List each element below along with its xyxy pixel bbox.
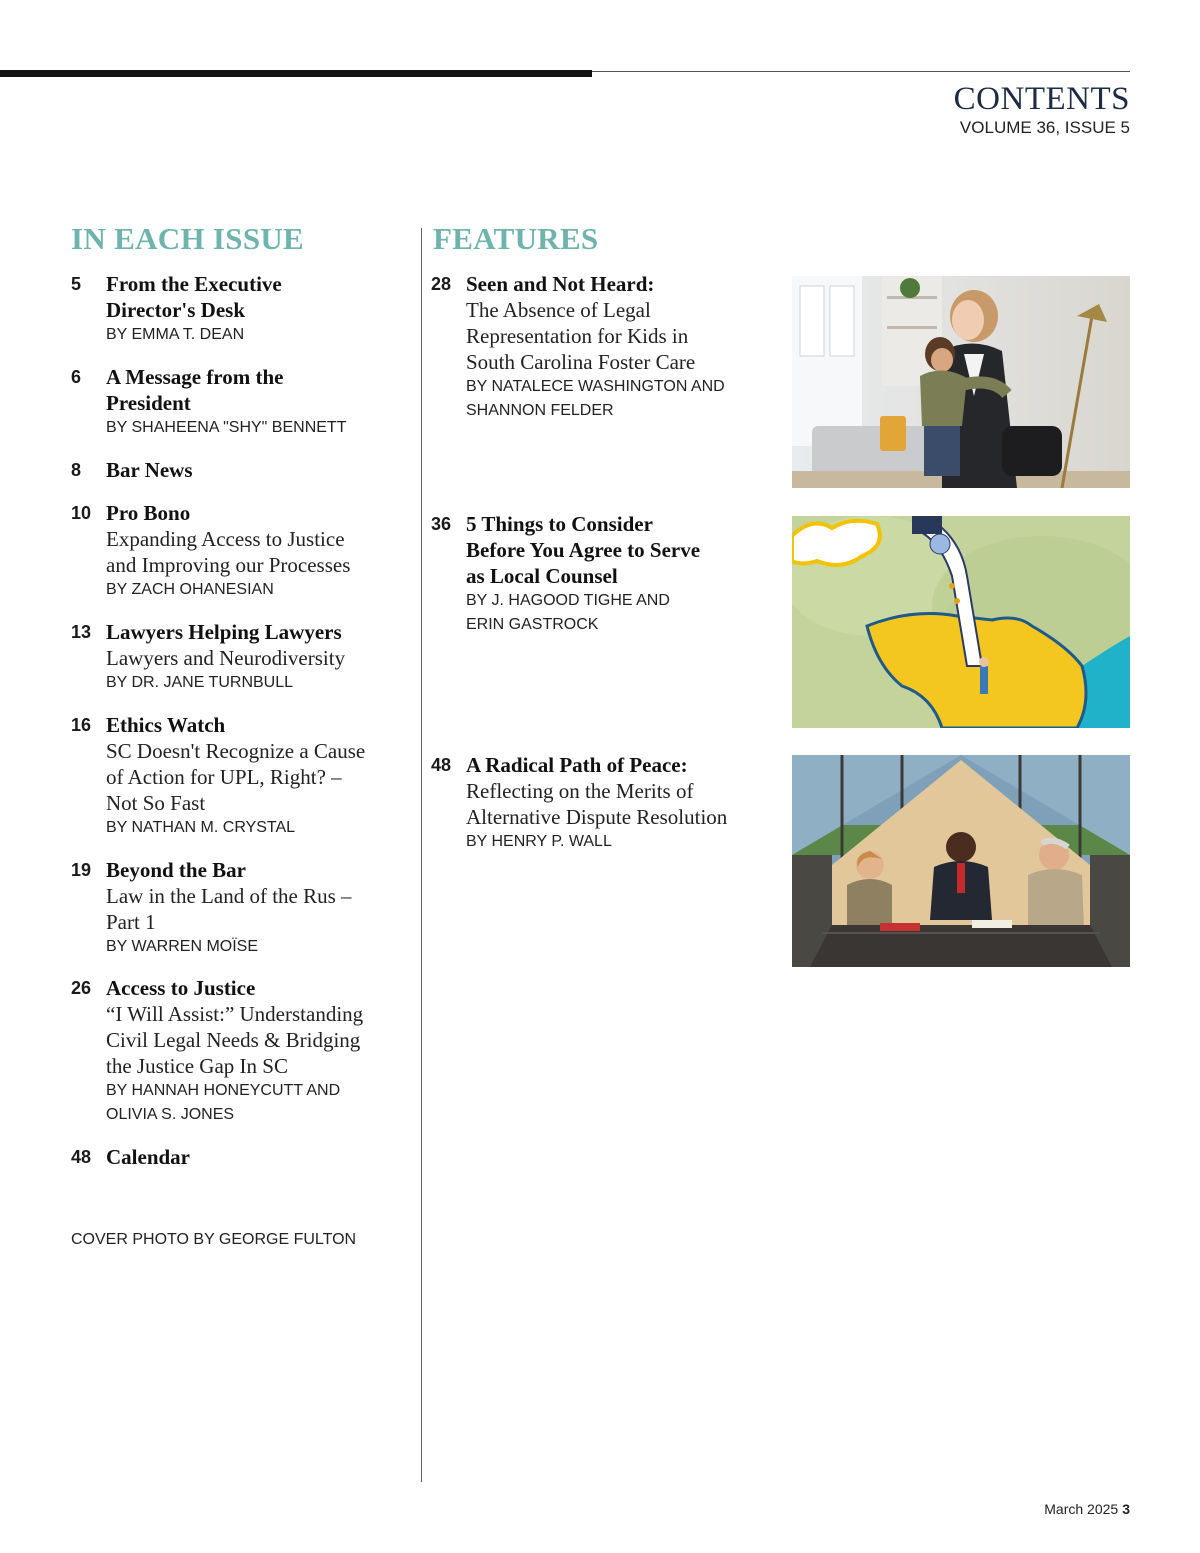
entry-subtitle-line: Not So Fast — [106, 791, 206, 815]
issue-date: March 2025 — [1044, 1501, 1119, 1517]
entry-text — [106, 1144, 190, 1170]
entry-text — [106, 457, 193, 483]
entry-subtitle-line: Part 1 — [106, 910, 156, 934]
entry-title-line: Seen and Not Heard: — [466, 272, 655, 296]
entry-title-line: Beyond the Bar — [106, 858, 247, 882]
entry-title-line: From the Executive — [106, 272, 282, 296]
entry-text — [106, 271, 282, 347]
entry-title-line: Before You Agree to Serve — [466, 538, 701, 562]
entry-title-line: Director's Desk — [106, 298, 245, 322]
entry-subtitle-line: Expanding Access to Justice — [106, 527, 345, 551]
page-number-label: 6 — [71, 367, 82, 387]
entry-title-line: A Message from the — [106, 365, 284, 389]
page-number-label: 10 — [71, 503, 92, 523]
entry-subtitle-line: Lawyers and Neurodiversity — [106, 646, 346, 670]
page-number-label: 8 — [71, 460, 82, 480]
entry-title-line: Access to Justice — [106, 976, 256, 1000]
entry-subtitle-line: and Improving our Processes — [106, 553, 351, 577]
entry-byline: BY DR. JANE TURNBULL — [106, 674, 294, 691]
page-number-label: 26 — [71, 978, 92, 998]
entry-text — [106, 619, 345, 695]
page-number-label: 19 — [71, 860, 92, 880]
entry-title-line: A Radical Path of Peace: — [466, 753, 688, 777]
entry-subtitle-line: Representation for Kids in — [466, 324, 689, 348]
entry-subtitle-line: South Carolina Foster Care — [466, 350, 696, 374]
entry-subtitle-line: Civil Legal Needs & Bridging — [106, 1028, 361, 1052]
entry-byline: OLIVIA S. JONES — [106, 1106, 235, 1123]
header-rule-thick — [0, 70, 592, 77]
cover-photo-credit: COVER PHOTO BY GEORGE FULTON — [71, 1231, 357, 1248]
entry-text — [106, 857, 352, 959]
entry-subtitle-line: the Justice Gap In SC — [106, 1054, 288, 1078]
entry-text — [466, 752, 727, 854]
entry-byline: BY J. HAGOOD TIGHE AND — [466, 592, 670, 609]
page-number-label: 48 — [431, 755, 452, 775]
entry-subtitle-line: Reflecting on the Merits of — [466, 779, 694, 803]
entry-text — [466, 271, 725, 423]
entry-byline: BY NATALECE WASHINGTON AND — [466, 378, 725, 395]
entry-title-line: Bar News — [106, 458, 193, 482]
page-footer — [1044, 1501, 1130, 1517]
entry-subtitle-line: of Action for UPL, Right? – — [106, 765, 342, 789]
entry-text — [106, 975, 363, 1127]
entry-subtitle-line: Alternative Dispute Resolution — [466, 805, 728, 829]
entry-byline: BY WARREN MOÏSE — [106, 938, 259, 955]
entry-subtitle-line: SC Doesn't Recognize a Cause — [106, 739, 366, 763]
page-number-label: 13 — [71, 622, 92, 642]
column-divider — [421, 228, 422, 1482]
south-carolina-map-illustration[interactable] — [792, 516, 1130, 728]
entry-title-line: 5 Things to Consider — [466, 512, 653, 536]
entry-subtitle-line: “I Will Assist:” Understanding — [106, 1002, 364, 1026]
entry-title-line: President — [106, 391, 191, 415]
entry-title-line: Lawyers Helping Lawyers — [106, 620, 342, 644]
entry-byline: SHANNON FELDER — [466, 402, 614, 419]
volume-issue: VOLUME 36, ISSUE 5 — [959, 118, 1130, 137]
entry-byline: BY NATHAN M. CRYSTAL — [106, 819, 296, 836]
entry-text — [106, 364, 346, 440]
page-number-label: 36 — [431, 514, 452, 534]
page-number-label: 16 — [71, 715, 92, 735]
entry-text — [106, 500, 350, 602]
three-people-conference-table-photo[interactable] — [792, 755, 1130, 967]
woman-hugging-child-photo[interactable] — [792, 276, 1130, 488]
entry-text — [106, 712, 365, 840]
entry-title-line: Ethics Watch — [106, 713, 226, 737]
entry-byline: BY HENRY P. WALL — [466, 833, 612, 850]
entry-title-line: as Local Counsel — [466, 564, 618, 588]
features-heading: FEATURES — [433, 221, 599, 256]
entry-text — [466, 511, 700, 637]
entry-byline: BY HANNAH HONEYCUTT AND — [106, 1082, 341, 1099]
page-number: 3 — [1122, 1501, 1130, 1517]
entry-byline: BY SHAHEENA "SHY" BENNETT — [106, 419, 347, 436]
page-number-label: 48 — [71, 1147, 92, 1167]
entry-byline: ERIN GASTROCK — [466, 616, 599, 633]
entry-title-line: Calendar — [106, 1145, 190, 1169]
entry-byline: BY ZACH OHANESIAN — [106, 581, 274, 598]
masthead — [954, 80, 1130, 138]
entry-subtitle-line: Law in the Land of the Rus – — [106, 884, 352, 908]
contents-title: CONTENTS — [953, 81, 1130, 117]
entry-title-line: Pro Bono — [106, 501, 191, 525]
in-each-issue-heading: IN EACH ISSUE — [71, 221, 305, 256]
entry-subtitle-line: The Absence of Legal — [466, 298, 651, 322]
page-number-label: 5 — [71, 274, 82, 294]
entry-byline: BY EMMA T. DEAN — [106, 326, 245, 343]
header-rule-thin — [592, 71, 1130, 72]
page-number-label: 28 — [431, 274, 452, 294]
